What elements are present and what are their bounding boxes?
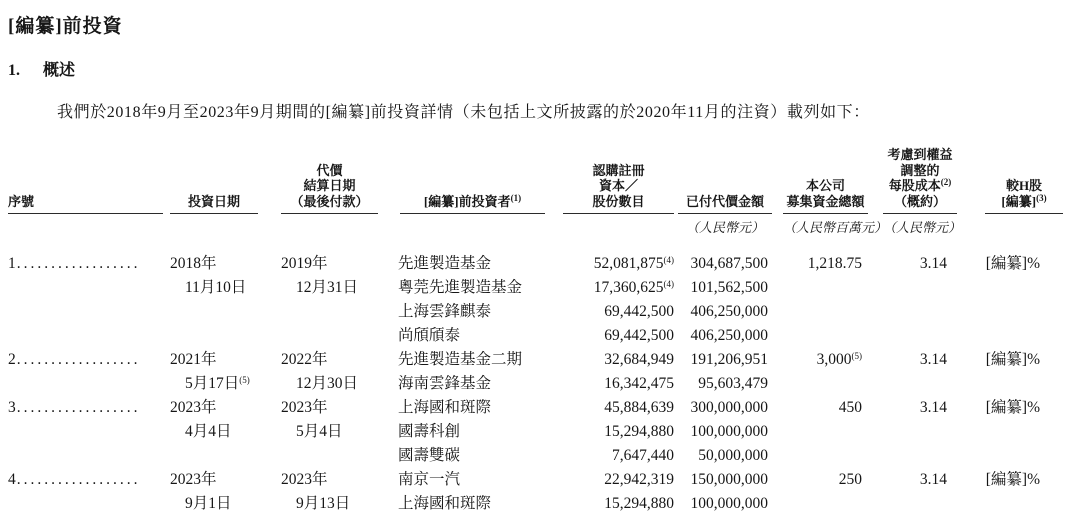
- cell-line: 69,442,500: [604, 327, 674, 344]
- column-unit-note-raised: （人民幣百萬元）: [783, 220, 888, 235]
- table-cell-invest_date: [170, 252, 270, 300]
- header-line: 調整的: [900, 162, 940, 178]
- column-header-cost: [883, 142, 957, 214]
- table-cell-raised: [760, 252, 862, 276]
- cell-line: 406,250,000: [690, 303, 768, 320]
- footnote-marker: (3): [1036, 192, 1047, 203]
- table-cell-subscribed: [540, 396, 674, 468]
- cell-line: 5月4日: [296, 423, 343, 440]
- table-cell-investor: [398, 468, 560, 516]
- table-row: [0, 468, 1080, 516]
- cell-line: 3.14: [919, 255, 947, 272]
- footnote-marker: (5): [239, 375, 250, 385]
- header-line: 本公司: [805, 178, 845, 193]
- cell-line: 300,000,000: [690, 399, 768, 416]
- table-cell-paid: [662, 252, 768, 348]
- column-header-settle_date: [281, 142, 378, 214]
- cell-line: 32,684,949: [604, 351, 674, 368]
- table-cell-seq: [8, 252, 166, 276]
- table-cell-subscribed: [540, 252, 674, 348]
- dot-leader: ..................: [16, 255, 141, 272]
- cell-line: 11月10日: [185, 279, 247, 296]
- table-cell-seq: [8, 348, 166, 372]
- footnote-marker: (4): [663, 255, 674, 265]
- cell-line: 2023年: [170, 471, 217, 488]
- cell-line: 1,218.75: [807, 255, 862, 272]
- cell-line: 50,000,000: [698, 447, 768, 464]
- cell-line: 2023年: [281, 399, 328, 416]
- table-row: [0, 252, 1080, 348]
- table-cell-invest_date: [170, 396, 270, 444]
- cell-line: 22,942,319: [604, 471, 674, 488]
- table-cell-settle_date: [281, 252, 381, 300]
- cell-line: 15,294,880: [604, 423, 674, 440]
- cell-line: 上海國和斑際: [398, 495, 492, 512]
- cell-line: 17,360,625$^{(4)}$: [593, 279, 674, 296]
- cell-line: 尚頎頎泰: [398, 327, 461, 344]
- cell-line: 國壽科創: [398, 423, 461, 440]
- cell-line: 2022年: [281, 351, 328, 368]
- table-cell-invest_date: [170, 468, 270, 516]
- cell-line: 12月31日: [296, 279, 359, 296]
- cell-line: 3.14: [919, 471, 947, 488]
- table-cell-invest_date: [170, 348, 270, 396]
- column-header-raised: [783, 142, 868, 214]
- header-line: 結算日期: [303, 178, 356, 193]
- cell-line: 海南雲鋒基金: [398, 375, 492, 392]
- cell-line: 52,081,875$^{(4)}$: [593, 255, 674, 272]
- cell-line: 69,442,500: [604, 303, 674, 320]
- table-cell-cost: [877, 252, 947, 276]
- table-cell-cost: [877, 348, 947, 372]
- column-unit-note-paid: （人民幣元）: [685, 220, 764, 235]
- table-cell-seq: [8, 468, 166, 492]
- table-cell-investor: [398, 348, 560, 396]
- table-cell-investor: [398, 396, 560, 468]
- cell-line: 101,562,500: [690, 279, 768, 296]
- cell-line: 15,294,880: [604, 495, 674, 512]
- cell-line: 2021年: [170, 351, 217, 368]
- header-line: （概約）: [893, 193, 946, 209]
- dot-leader: ..................: [16, 471, 141, 488]
- cell-line: 2023年: [281, 471, 328, 488]
- cell-line: 9月13日: [296, 495, 351, 512]
- table-row: [0, 396, 1080, 468]
- cell-line: [8, 348, 166, 372]
- page-title: [編纂]前投資: [8, 16, 123, 37]
- cell-line: 16,342,475: [604, 375, 674, 392]
- cell-line: 45,884,639: [604, 399, 674, 416]
- cell-line: 191,206,951: [690, 351, 768, 368]
- cell-line: 3,000$^{(5)}$: [816, 351, 862, 368]
- cell-line: 406,250,000: [690, 327, 768, 344]
- table-cell-investor: [398, 252, 560, 348]
- cell-line: 304,687,500: [690, 255, 768, 272]
- table-cell-raised: [760, 468, 862, 492]
- section-heading-row: [8, 57, 75, 80]
- cell-line: 100,000,000: [690, 423, 768, 440]
- header-line: [編纂]$^{(3)}$: [1001, 192, 1047, 209]
- table-cell-h_share: [958, 468, 1040, 492]
- intro-paragraph: 我們於2018年9月至2023年9月期間的[編纂]前投資詳情（未包括上文所披露的於2020年11月的注資）載列如下：: [57, 104, 870, 121]
- table-row: [0, 348, 1080, 396]
- header-line: [編纂]前投資者$^{(1)}$: [423, 192, 522, 209]
- table-header: [0, 142, 1080, 214]
- cell-line: 國壽雙碳: [398, 447, 461, 464]
- header-line: 股份數目: [592, 193, 645, 209]
- table-cell-settle_date: [281, 396, 381, 444]
- row-sequence-number: 3: [8, 399, 16, 416]
- cell-line: 上海國和斑際: [398, 399, 492, 416]
- cell-line: 95,603,479: [698, 375, 768, 392]
- column-header-paid: [678, 142, 772, 214]
- header-line: 已付代價金額: [685, 193, 764, 209]
- column-unit-note-cost: （人民幣元）: [883, 220, 962, 235]
- cell-line: [8, 396, 166, 420]
- header-line: 每股成本$^{(2)}$: [888, 177, 952, 193]
- header-line: 較H股: [1005, 178, 1043, 193]
- cell-line: 4月4日: [185, 423, 232, 440]
- column-header-invest_date: [170, 142, 258, 214]
- table-cell-cost: [877, 468, 947, 492]
- cell-line: [編纂]%: [985, 255, 1040, 272]
- table-cell-paid: [662, 468, 768, 516]
- table-cell-settle_date: [281, 468, 381, 516]
- table-cell-h_share: [958, 252, 1040, 276]
- cell-line: 100,000,000: [690, 495, 768, 512]
- table-cell-paid: [662, 348, 768, 396]
- table-cell-settle_date: [281, 348, 381, 396]
- cell-line: 5月17日$^{(5)}$: [185, 375, 250, 392]
- header-line: 募集資金總額: [786, 193, 865, 209]
- dot-leader: ..................: [16, 399, 141, 416]
- cell-line: 先進製造基金二期: [398, 351, 523, 368]
- table-cell-h_share: [958, 348, 1040, 372]
- cell-line: [編纂]%: [985, 471, 1040, 488]
- cell-line: 3.14: [919, 351, 947, 368]
- cell-line: [編纂]%: [985, 399, 1040, 416]
- row-sequence-number: 4: [8, 471, 16, 488]
- cell-line: 上海雲鋒麒泰: [398, 303, 492, 320]
- cell-line: 12月30日: [296, 375, 359, 392]
- cell-line: 粵莞先進製造基金: [398, 279, 523, 296]
- cell-line: 先進製造基金: [398, 255, 492, 272]
- table-cell-subscribed: [540, 348, 674, 396]
- table-cell-raised: [760, 348, 862, 372]
- cell-line: 2019年: [281, 255, 328, 272]
- cell-line: [編纂]%: [985, 351, 1040, 368]
- header-line: 投資日期: [187, 193, 240, 209]
- footnote-marker: (4): [663, 279, 674, 289]
- column-header-subscribed: [563, 142, 674, 214]
- cell-line: [8, 252, 166, 276]
- column-header-seq: [8, 142, 163, 214]
- cell-line: [8, 468, 166, 492]
- header-line: 認購註冊: [592, 162, 645, 178]
- table-cell-seq: [8, 396, 166, 420]
- cell-line: 9月1日: [185, 495, 232, 512]
- header-line: （最後付款）: [290, 193, 369, 209]
- footnote-marker: (2): [940, 177, 952, 187]
- row-sequence-number: 1: [8, 255, 16, 272]
- column-header-investor: [400, 142, 545, 214]
- cell-line: 250: [838, 471, 862, 488]
- header-line: 考慮到權益: [887, 147, 953, 162]
- dot-leader: ..................: [16, 351, 141, 368]
- cell-line: 450: [838, 399, 862, 416]
- cell-line: 2023年: [170, 399, 217, 416]
- table-cell-h_share: [958, 396, 1040, 420]
- table-cell-subscribed: [540, 468, 674, 516]
- cell-line: 2018年: [170, 255, 217, 272]
- column-header-h_share: [985, 142, 1063, 214]
- table-cell-cost: [877, 396, 947, 420]
- header-line: 資本／: [598, 178, 638, 193]
- cell-line: 7,647,440: [612, 447, 674, 464]
- footnote-marker: (1): [510, 192, 522, 203]
- table-cell-raised: [760, 396, 862, 420]
- section-number: 1.: [8, 62, 20, 79]
- footnote-marker: (5): [851, 351, 862, 361]
- section-heading: 概述: [43, 62, 76, 79]
- header-line: 序號: [8, 193, 35, 209]
- header-line: 代價: [316, 162, 343, 178]
- table-cell-paid: [662, 396, 768, 468]
- cell-line: 150,000,000: [690, 471, 768, 488]
- table-body: [0, 252, 1080, 516]
- cell-line: 3.14: [919, 399, 947, 416]
- cell-line: 南京一汽: [398, 471, 461, 488]
- row-sequence-number: 2: [8, 351, 16, 368]
